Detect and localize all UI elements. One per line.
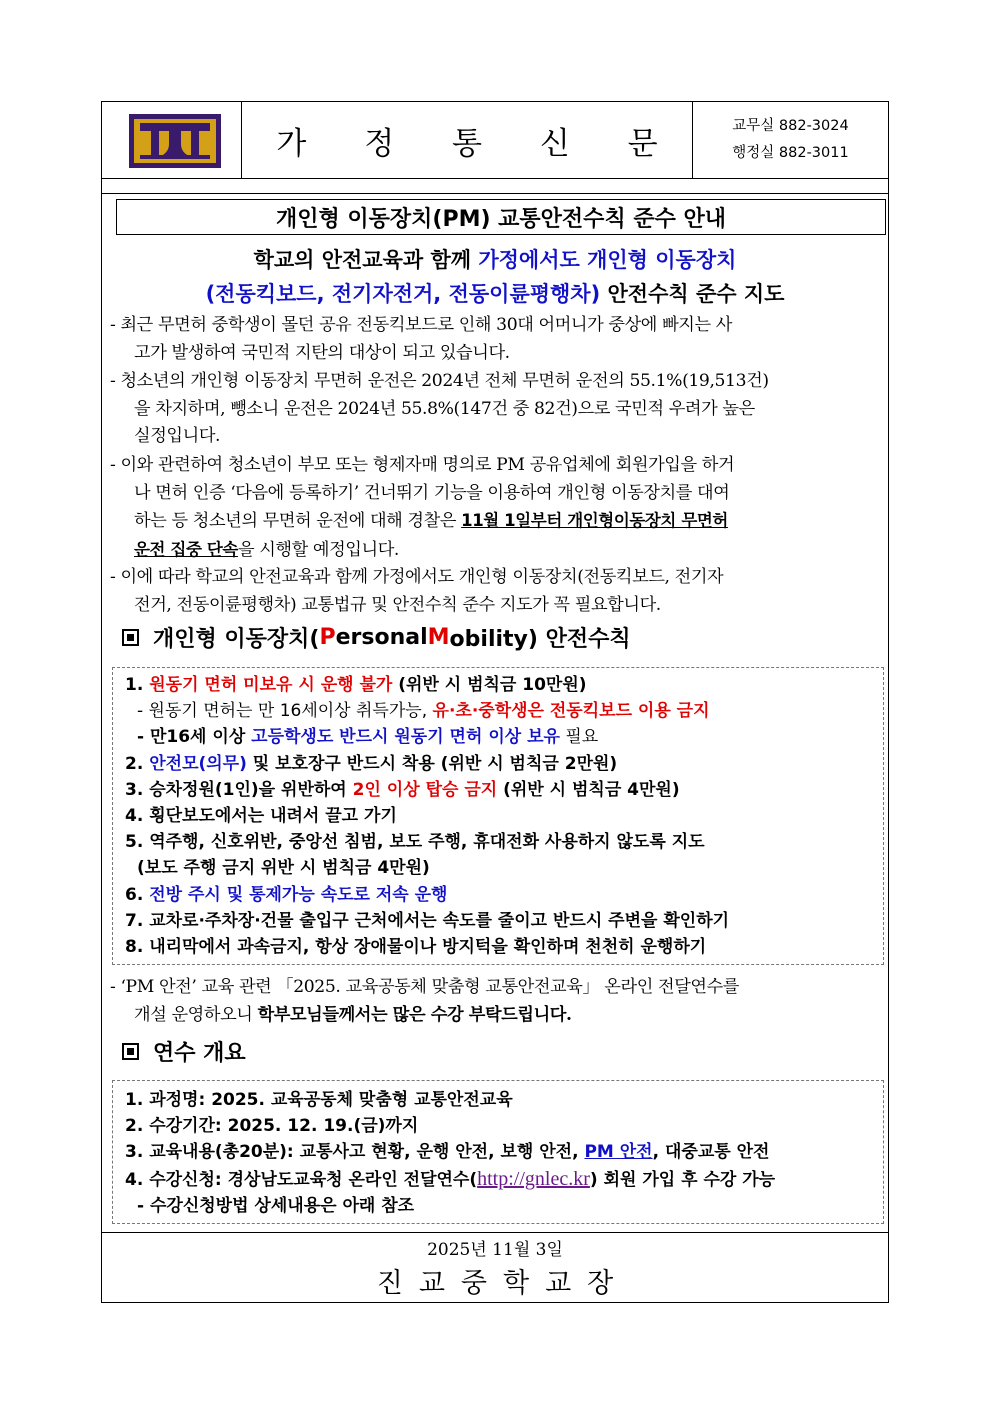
rule-3: 3. 승차정원(1인)을 위반하여 2인 이상 탑승 금지 (위반 시 범칙금 4만원) bbox=[125, 779, 680, 800]
main-title: 개인형 이동장치(PM) 교통안전수칙 준수 안내 bbox=[116, 199, 886, 235]
section-pm-safety-heading: 개인형 이동장치( P ersonal M obility) 안전수칙 bbox=[122, 622, 631, 653]
course-registration: 4. 수강신청: 경상남도교육청 온라인 전달연수(http://gnlec.kr) 회원 가입 후 수강 가능 bbox=[125, 1167, 776, 1190]
rule-1-sub-2: - 만16세 이상 고등학생도 반드시 원동기 면허 이상 보유 필요 bbox=[137, 727, 599, 748]
footer bbox=[102, 1232, 888, 1303]
issue-date: 2025년 11월 3일 bbox=[427, 1240, 563, 1260]
phone-admin-office: 행정실 882-3011 bbox=[732, 145, 849, 161]
rule-8: 8. 내리막에서 과속금지, 항상 장애물이나 방지턱을 확인하며 천천히 운행하기 bbox=[125, 937, 707, 958]
course-content: 3. 교육내용(총20분): 교통사고 현황, 운행 안전, 보행 안전, PM 안전, 대중교통 안전 bbox=[125, 1142, 770, 1163]
rule-1: 1. 원동기 면허 미보유 시 운행 불가 (위반 시 범칙금 10만원) bbox=[125, 675, 587, 695]
header bbox=[102, 102, 888, 179]
newsletter-title: 가 정 통 신 문 bbox=[242, 102, 693, 178]
paragraph-guidance: - 이에 따라 학교의 안전교육과 함께 가정에서도 개인형 이동장치(전동킥보드, 전기자 전거, 전동이륜평행차) 교통법규 및 안전수칙 준수 지도가 꼭 필요합니다. bbox=[110, 567, 724, 615]
rule-2: 2. 안전모(의무) 및 보호장구 반드시 착용 (위반 시 범칙금 2만원) bbox=[125, 753, 618, 774]
newsletter-frame bbox=[101, 101, 889, 1303]
course-name: 1. 과정명: 2025. 교육공동체 맞춤형 교통안전교육 bbox=[125, 1090, 513, 1110]
course-registration-note: - 수강신청방법 상세내용은 아래 참조 bbox=[137, 1195, 415, 1216]
principal-signature: 진교중학교장 bbox=[376, 1268, 630, 1299]
rule-5: 5. 역주행, 신호위반, 중앙선 침범, 보도 주행, 휴대전화 사용하지 않도록 지도 bbox=[125, 832, 705, 853]
rule-6: 6. 전방 주시 및 통제가능 속도로 저속 운행 bbox=[125, 884, 448, 905]
square-bullet-icon bbox=[122, 629, 139, 646]
school-logo-cell bbox=[102, 102, 242, 178]
rule-7: 7. 교차로·주차장·건물 출입구 근처에서는 속도를 줄이고 반드시 주변을 확인하기 bbox=[125, 910, 730, 931]
paragraph-statistics: - 청소년의 개인형 이동장치 무면허 운전은 2024년 전체 무면허 운전의 55.1%(19,513건) 을 차지하며, 뺑소니 운전은 2024년 55.8%(147건 중 82건)으로 국민적 우려가 높은 실정입니다. bbox=[110, 371, 769, 447]
paragraph-incident: - 최근 무면허 중학생이 몰던 공유 전동킥보드로 인해 30대 어머니가 중상에 빠지는 사 고가 발생하여 국민적 지탄의 대상이 되고 있습니다. bbox=[110, 315, 732, 363]
content bbox=[102, 194, 888, 1232]
course-overview-box bbox=[112, 1080, 884, 1224]
square-bullet-icon bbox=[122, 1043, 139, 1060]
subtitle-line2: (전동킥보드, 전기자전거, 전동이륜평행차) 안전수칙 준수 지도 bbox=[205, 282, 785, 306]
rule-1-sub-1: - 원동기 면허는 만 16세이상 취득가능, 유·초·중학생은 전동킥보드 이용 금지 bbox=[137, 701, 710, 722]
course-period: 2. 수강기간: 2025. 12. 19.(금)까지 bbox=[125, 1116, 419, 1137]
school-logo-icon bbox=[129, 114, 221, 168]
contact-phones bbox=[693, 102, 888, 178]
gnlec-link[interactable]: http://gnlec.kr bbox=[477, 1167, 590, 1190]
paragraph-enforcement: - 이와 관련하여 청소년이 부모 또는 형제자매 명의로 PM 공유업체에 회원가입을 하거 나 면허 인증 ‘다음에 등록하기’ 건너뛰기 기능을 이용하여 개인형 이동장치를 대여 하는 등 청소년의 무면허 운전에 대해 경찰은 11월 1일부터 개인형이동장치 무면허 운전 집중 단속을 시행할 예정입니다. bbox=[110, 455, 735, 560]
phone-teacher-office: 교무실 882-3024 bbox=[732, 118, 849, 134]
header-divider bbox=[102, 178, 888, 194]
paragraph-pm-course-notice: - ‘PM 안전’ 교육 관련 「2025. 교육공동체 맞춤형 교통안전교육」 온라인 전달연수를 개설 운영하오니 학부모님들께서는 많은 수강 부탁드립니다. bbox=[110, 977, 740, 1025]
pm-safety-rules-box bbox=[112, 667, 884, 965]
subtitle-line1: 학교의 안전교육과 함께 가정에서도 개인형 이동장치 bbox=[253, 248, 737, 272]
rule-4: 4. 횡단보도에서는 내려서 끌고 가기 bbox=[125, 806, 397, 827]
rule-5-sub: (보도 주행 금지 위반 시 범칙금 4만원) bbox=[137, 858, 430, 879]
section-course-overview-heading: 연수 개요 bbox=[122, 1036, 246, 1067]
